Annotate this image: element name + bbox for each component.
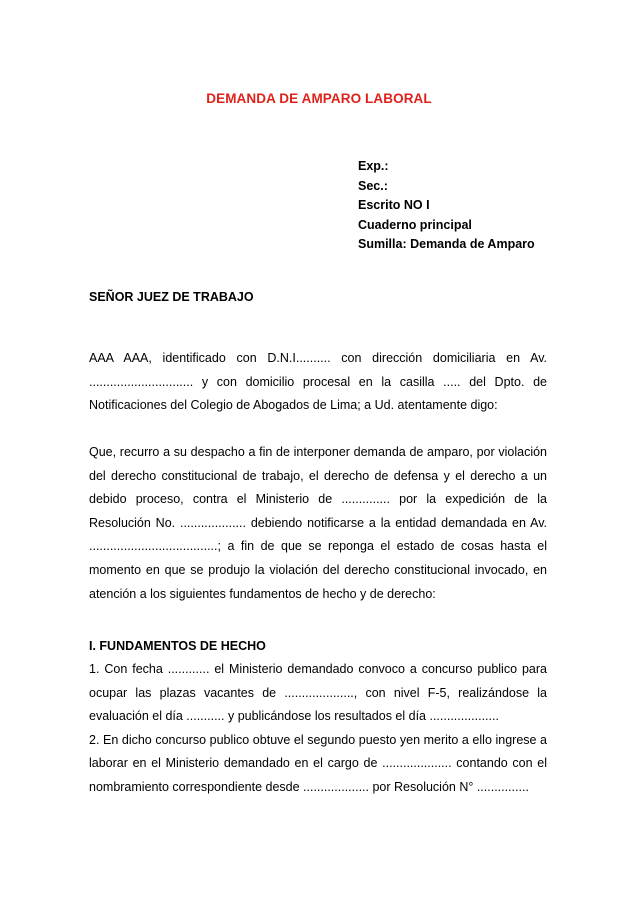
petition-paragraph-block (89, 441, 547, 606)
addressee-line: SEÑOR JUEZ DE TRABAJO (89, 290, 254, 304)
paragraph-identification: AAA AAA, identificado con D.N.I.......... con dirección domiciliaria en Av. .............................. y con domicilio procesal en la casilla ..... del Dpto. de Notificaciones del Colegio de Abogados de Lima; a Ud. atentamente digo: (89, 351, 547, 413)
fact-item-2: 2. En dicho concurso publico obtuve el segundo puesto yen merito a ello ingrese a laborar en el Ministerio demandado en el cargo de .................... contando con el nombramiento correspondiente desde ................... por Resolución N° ............... (89, 732, 547, 794)
document-title: DEMANDA DE AMPARO LABORAL (206, 91, 432, 106)
case-header-block (358, 157, 535, 255)
header-sumilla: Sumilla: Demanda de Amparo (358, 237, 535, 252)
header-escrito: Escrito NO I (358, 198, 430, 213)
facts-list (89, 658, 547, 800)
header-exp: Exp.: (358, 159, 389, 173)
header-cuaderno: Cuaderno principal (358, 217, 472, 232)
section-heading-fundamentos: I. FUNDAMENTOS DE HECHO (89, 639, 266, 653)
intro-paragraph-block (89, 347, 547, 418)
header-sec: Sec.: (358, 178, 388, 193)
fact-item-1: 1. Con fecha ............ el Ministerio demandado convoco a concurso publico para ocupar las plazas vacantes de ...................., con nivel F-5, realizándose la evaluación el día ........... y publicándose los resultados el día .................... (89, 662, 547, 724)
paragraph-petition: Que, recurro a su despacho a fin de interponer demanda de amparo, por violación del derecho constitucional de trabajo, el derecho de defensa y el derecho a un debido proceso, contra el Ministerio de .............. por la expedición de la Resolución No. ................... debiendo notificarse a la entidad demandada en Av. .....................................; a fin de que se reponga el estado de cosas hasta el momento en que se produjo la violación del derecho constitucional invocado, en atención a los siguientes fundamentos de hecho y de derecho: (89, 445, 547, 601)
